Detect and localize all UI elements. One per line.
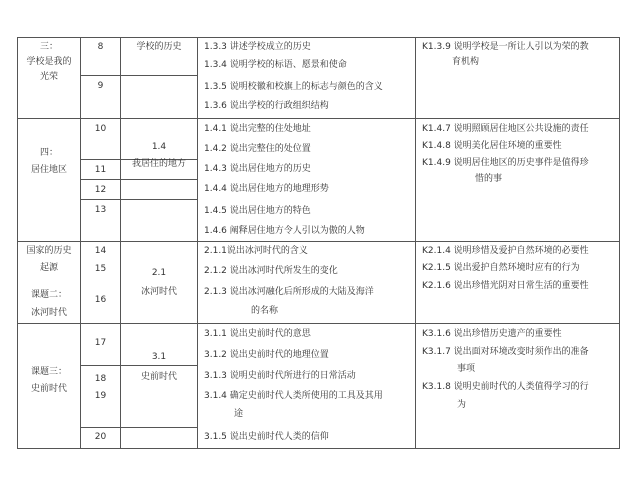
value-item: K3.1.7 说出面对环境改变时须作出的准备 xyxy=(422,347,589,357)
value-item: K1.4.9 说明居住地区的历史事件是值得珍 xyxy=(422,158,589,168)
standard-item: 途 xyxy=(234,409,244,419)
unit-cell-text: 光荣 xyxy=(39,72,58,82)
week-cell: 20 xyxy=(94,432,107,442)
unit-cell-text: 三： xyxy=(39,42,58,52)
standard-item: 1.3.6 说出学校的行政组织结构 xyxy=(204,101,329,111)
standard-item: 3.1.4 确定史前时代人类所使用的工具及其用 xyxy=(204,391,383,401)
standard-item: 1.3.5 说明校徽和校旗上的标志与颜色的含义 xyxy=(204,82,383,92)
table-border-top xyxy=(17,37,620,38)
topic-cell: 3.1 xyxy=(151,352,167,362)
unit-cell-text: 起源 xyxy=(39,263,58,273)
topic-cell: 2.1 xyxy=(151,268,167,278)
topic-cell: 学校的历史 xyxy=(136,42,182,52)
value-item: K2.1.4 说明珍惜及爱护自然环境的必要性 xyxy=(422,246,589,256)
week-cell: 13 xyxy=(94,205,107,215)
standard-item: 3.1.1 说出史前时代的意思 xyxy=(204,329,311,339)
standard-item: 1.4.3 说出居住地方的历史 xyxy=(204,164,311,174)
standard-item: 3.1.5 说出史前时代人类的信仰 xyxy=(204,432,329,442)
value-item: 事项 xyxy=(457,364,476,374)
value-item: K2.1.6 说出珍惜光阴对日常生活的重要性 xyxy=(422,281,589,291)
value-item: 育机构 xyxy=(452,57,480,67)
value-item: 惜的事 xyxy=(475,174,503,184)
week-cell: 11 xyxy=(94,165,107,175)
standard-item: 2.1.3 说出冰河融化后所形成的大陆及海洋 xyxy=(204,287,374,297)
curriculum-table xyxy=(17,37,620,449)
unit-cell-text: 史前时代 xyxy=(30,384,67,394)
week-cell: 8 xyxy=(97,42,104,52)
week-cell: 18 xyxy=(94,374,107,384)
week-cell: 14 xyxy=(94,246,107,256)
value-item: K1.4.8 说明美化居住环境的重要性 xyxy=(422,141,562,151)
value-item: K2.1.5 说出爱护自然环境时应有的行为 xyxy=(422,263,580,273)
row-separator xyxy=(17,241,620,242)
column-separator xyxy=(415,37,416,449)
week-cell: 16 xyxy=(94,295,107,305)
topic-cell: 史前时代 xyxy=(140,372,177,382)
unit-cell-text: 课题三： xyxy=(30,367,67,377)
row-separator xyxy=(80,75,197,76)
week-cell: 19 xyxy=(94,391,107,401)
standard-item: 2.1.2 说出冰河时代所发生的变化 xyxy=(204,266,338,276)
unit-cell-text: 国家的历史 xyxy=(26,246,72,256)
row-separator xyxy=(80,179,197,180)
row-separator xyxy=(80,365,197,366)
row-separator xyxy=(17,323,620,324)
standard-item: 1.4.1 说出完整的住处地址 xyxy=(204,124,311,134)
week-cell: 9 xyxy=(97,81,104,91)
standard-item: 3.1.2 说出史前时代的地理位置 xyxy=(204,350,329,360)
value-item: K1.4.7 说明照顾居住地区公共设施的责任 xyxy=(422,124,589,134)
standard-item: 1.4.6 阐释居住地方令人引以为傲的人物 xyxy=(204,226,365,236)
value-item: K3.1.8 说明史前时代的人类值得学习的行 xyxy=(422,382,589,392)
column-separator xyxy=(197,37,198,449)
unit-cell-text: 冰河时代 xyxy=(30,308,67,318)
week-cell: 15 xyxy=(94,264,107,274)
week-cell: 17 xyxy=(94,338,107,348)
row-separator xyxy=(80,427,197,428)
table-border-bottom xyxy=(17,448,620,449)
table-border-right xyxy=(619,37,620,449)
standard-item: 1.4.4 说出居住地方的地理形势 xyxy=(204,184,329,194)
column-separator xyxy=(120,37,121,449)
unit-cell-text: 四： xyxy=(39,148,58,158)
unit-cell-text: 课题二： xyxy=(30,290,67,300)
standard-item: 1.3.3 讲述学校成立的历史 xyxy=(204,42,311,52)
topic-cell: 冰河时代 xyxy=(140,287,177,297)
value-item: 为 xyxy=(457,400,467,410)
standard-item: 的名称 xyxy=(251,306,279,316)
column-separator xyxy=(80,37,81,449)
standard-item: 2.1.1说出冰河时代的含义 xyxy=(204,246,308,256)
value-item: K3.1.6 说出珍惜历史遗产的重要性 xyxy=(422,329,562,339)
standard-item: 1.3.4 说明学校的标语、愿景和使命 xyxy=(204,60,347,70)
week-cell: 12 xyxy=(94,185,107,195)
topic-cell: 1.4 xyxy=(151,142,167,152)
standard-item: 1.4.5 说出居住地方的特色 xyxy=(204,206,311,216)
standard-item: 3.1.3 说明史前时代所进行的日常活动 xyxy=(204,371,356,381)
unit-cell-text: 居住地区 xyxy=(30,165,67,175)
topic-cell: 我居住的地方 xyxy=(131,159,186,169)
week-cell: 10 xyxy=(94,124,107,134)
unit-cell-text: 学校是我的 xyxy=(26,57,72,67)
standard-item: 1.4.2 说出完整住的处位置 xyxy=(204,144,311,154)
value-item: K1.3.9 说明学校是一所让人引以为荣的教 xyxy=(422,42,589,52)
row-separator xyxy=(17,118,620,119)
row-separator xyxy=(80,199,197,200)
